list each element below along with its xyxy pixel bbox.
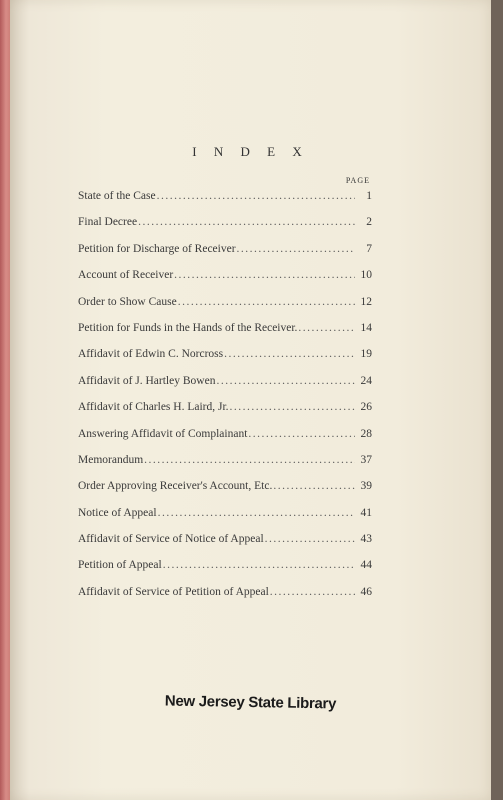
index-entry-label: Petition for Discharge of Receiver: [78, 242, 236, 255]
index-entry: [78, 348, 372, 374]
index-entry-label: Final Decree: [78, 216, 138, 229]
dot-leader: [138, 216, 355, 228]
dot-leader: [248, 428, 355, 440]
dot-leader: [216, 375, 355, 387]
index-entry-label: Affidavit of Service of Petition of Appeal: [78, 585, 269, 598]
index-entry: [78, 190, 372, 216]
dot-leader: [237, 243, 355, 255]
dot-leader: [270, 586, 355, 598]
index-entry-page-number: 43: [360, 533, 372, 546]
index-entry: [78, 296, 372, 322]
index-entry-label: Petition of Appeal: [78, 559, 162, 572]
index-entry: [78, 216, 372, 242]
scan-right-margin: [491, 0, 503, 800]
index-entry-page-number: 28: [360, 427, 372, 440]
index-entry-label: Petition for Funds in the Hands of the Receiver.: [78, 321, 298, 334]
index-entry-label: Affidavit of Service of Notice of Appeal: [78, 533, 264, 546]
index-entry-page-number: 1: [366, 190, 372, 202]
index-entry: [78, 375, 372, 401]
index-entry-label: Memorandum: [78, 453, 144, 466]
index-entry-page-number: 44: [360, 559, 372, 572]
dot-leader: [174, 269, 355, 281]
index-entry-page-number: 19: [360, 348, 372, 361]
document-page: [10, 0, 491, 800]
index-entry: [78, 559, 372, 585]
index-entry-label: Account of Receiver: [78, 269, 174, 282]
index-entry-page-number: 14: [360, 321, 372, 334]
dot-leader: [230, 401, 355, 413]
index-entry: [78, 507, 372, 533]
index-entry-page-number: 46: [360, 585, 372, 598]
index-entry: [78, 269, 372, 295]
dot-leader: [163, 559, 355, 571]
index-entries-list: [78, 190, 372, 612]
index-entry-page-number: 10: [360, 269, 372, 282]
index-entry-label: Affidavit of Edwin C. Norcross: [78, 348, 224, 361]
index-entry-label: Answering Affidavit of Complainant: [78, 427, 248, 440]
index-entry: [78, 586, 372, 612]
dot-leader: [265, 533, 355, 545]
index-entry-label: State of the Case: [78, 190, 156, 202]
dot-leader: [224, 348, 355, 360]
dot-leader: [158, 507, 355, 519]
dot-leader: [157, 190, 355, 202]
index-entry-page-number: 26: [360, 401, 372, 414]
index-entry: [78, 480, 372, 506]
index-entry: [78, 322, 372, 348]
index-entry: [78, 243, 372, 269]
index-entry-label: Notice of Appeal: [78, 506, 157, 519]
index-entry-page-number: 37: [360, 453, 372, 466]
index-entry-page-number: 12: [360, 295, 372, 308]
dot-leader: [178, 296, 355, 308]
index-entry-page-number: 2: [366, 216, 372, 229]
index-entry-page-number: 41: [360, 506, 372, 519]
index-entry: [78, 401, 372, 427]
index-entry-label: Order to Show Cause: [78, 295, 177, 308]
index-entry-label: Affidavit of Charles H. Laird, Jr.: [78, 401, 229, 414]
index-entry: [78, 533, 372, 559]
index-entry-page-number: 24: [360, 374, 372, 387]
index-entry-label: Affidavit of J. Hartley Bowen: [78, 374, 216, 387]
dot-leader: [298, 322, 355, 334]
index-entry: [78, 428, 372, 454]
library-stamp: New Jersey State Library: [164, 692, 337, 713]
dot-leader: [144, 454, 355, 466]
index-entry-page-number: 39: [360, 480, 372, 493]
index-heading: I N D E X: [192, 144, 309, 159]
page-column-label: PAGE: [345, 176, 370, 185]
index-entry-page-number: 7: [366, 242, 372, 255]
index-entry: [78, 454, 372, 480]
dot-leader: [273, 480, 355, 492]
index-entry-label: Order Approving Receiver's Account, Etc.: [78, 480, 273, 493]
